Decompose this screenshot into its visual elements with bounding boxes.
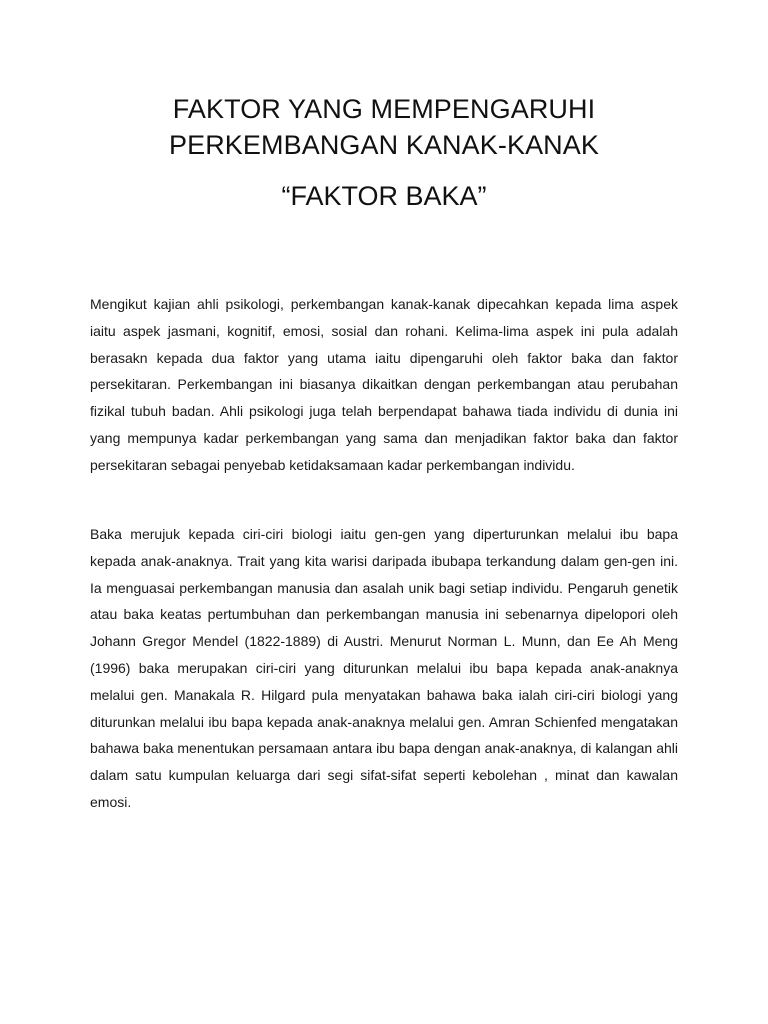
paragraph-1: Mengikut kajian ahli psikologi, perkembangan kanak-kanak dipecahkan kepada lima aspek iaitu aspek jasmani, kognitif, emosi, sosial dan rohani. Kelima-lima aspek ini pula adalah berasakn kepada dua faktor yang utama iaitu dipengaruhi oleh faktor baka dan faktor persekitaran. Perkembangan ini biasanya dikaitkan dengan perkembangan atau perubahan fizikal tubuh badan. Ahli psikologi juga telah berpendapat bahawa tiada individu di dunia ini yang mempunya kadar perkembangan yang sama dan menjadikan faktor baka dan faktor persekitaran sebagai penyebab ketidaksamaan kadar perkembangan individu.	[90, 296, 678, 473]
page-subtitle: “FAKTOR BAKA”	[281, 181, 487, 211]
title-line-1: FAKTOR YANG MEMPENGARUHI	[172, 94, 596, 124]
paragraph-2: Baka merujuk kepada ciri-ciri biologi iaitu gen-gen yang diperturunkan melalui ibu bapa kepada anak-anaknya. Trait yang kita warisi daripada ibubapa terkandung dalam gen-gen ini. Ia menguasai perkembangan manusia dan asalah unik bagi setiap individu. Pengaruh genetik atau baka keatas pertumbuhan dan perkembangan manusia ini sebenarnya dipelopori oleh Johann Gregor Mendel (1822-1889) di Austri. Menurut Norman L. Munn, dan Ee Ah Meng (1996) baka merupakan ciri-ciri yang diturunkan melalui ibu bapa kepada anak-anaknya melalui gen. Manakala R. Hilgard pula menyatakan bahawa baka ialah ciri-ciri biologi yang diturunkan melalui ibu bapa kepada anak-anaknya melalui gen. Amran Schienfed mengatakan bahawa baka menentukan persamaan antara ibu bapa dengan anak-anaknya, di kalangan ahli dalam satu kumpulan keluarga dari segi sifat-sifat seperti kebolehan , minat dan kawalan emosi.	[90, 526, 678, 810]
page-title	[0, 91, 768, 163]
title-line-2: PERKEMBANGAN KANAK-KANAK	[168, 130, 599, 160]
